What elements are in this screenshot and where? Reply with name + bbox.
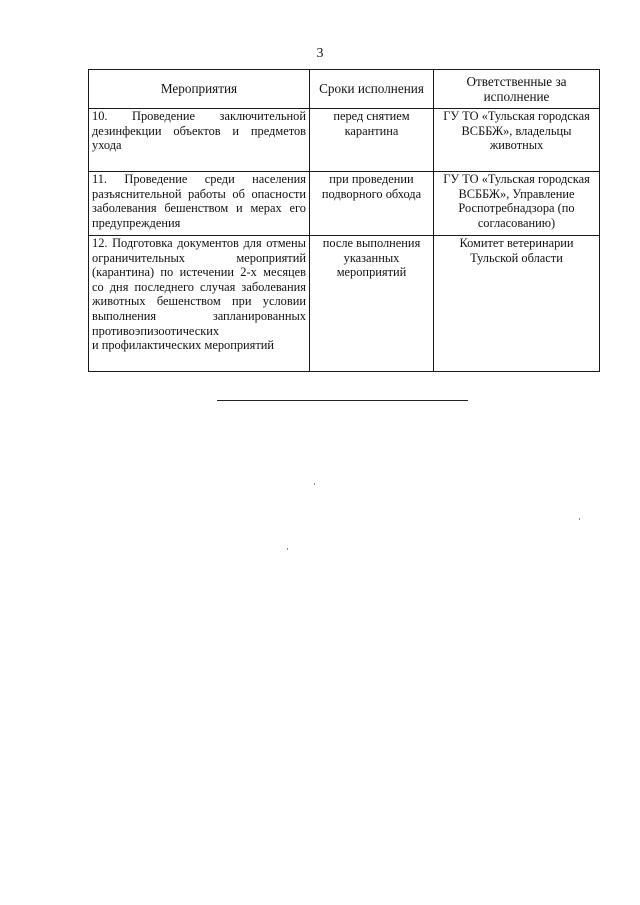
scan-speck (314, 483, 315, 485)
table-row (89, 172, 600, 236)
measure-text-last-line: и профилактических мероприятий (92, 338, 275, 353)
header-measures: Мероприятия (89, 70, 310, 109)
page-number: 3 (316, 46, 324, 61)
table-header-row (89, 70, 600, 109)
measure-text: 12. Подготовка документов для отмены ограничительных мероприятий (карантина) по истечении 2-х месяцев со дня последнего случая заболевания животных бешенством при условии выполнения запланированных противоэпизоотических (92, 236, 306, 338)
deadline-cell: при проведении подворного обхода (310, 172, 434, 236)
responsible-cell: ГУ ТО «Тульская городская ВСББЖ», владельцы животных (434, 109, 600, 172)
measure-cell (89, 236, 310, 372)
scan-speck (287, 548, 288, 550)
deadline-cell: перед снятием карантина (310, 109, 434, 172)
header-deadlines: Сроки исполнения (310, 70, 434, 109)
measure-cell: 10. Проведение заключительной дезинфекции объектов и предметов ухода (89, 109, 310, 172)
measures-table (88, 69, 600, 372)
responsible-cell: Комитет ветеринарии Тульской области (434, 236, 600, 372)
header-responsible: Ответственные за исполнение (434, 70, 600, 109)
end-separator-line (217, 400, 468, 401)
scan-speck (579, 518, 580, 520)
deadline-cell: после выполнения указанных мероприятий (310, 236, 434, 372)
table-row (89, 236, 600, 372)
table-row (89, 109, 600, 172)
measure-cell: 11. Проведение среди населения разъяснительной работы об опасности заболевания бешенством и мерах его предупреждения (89, 172, 310, 236)
responsible-cell: ГУ ТО «Тульская городская ВСББЖ», Управление Роспотребнадзора (по согласованию) (434, 172, 600, 236)
